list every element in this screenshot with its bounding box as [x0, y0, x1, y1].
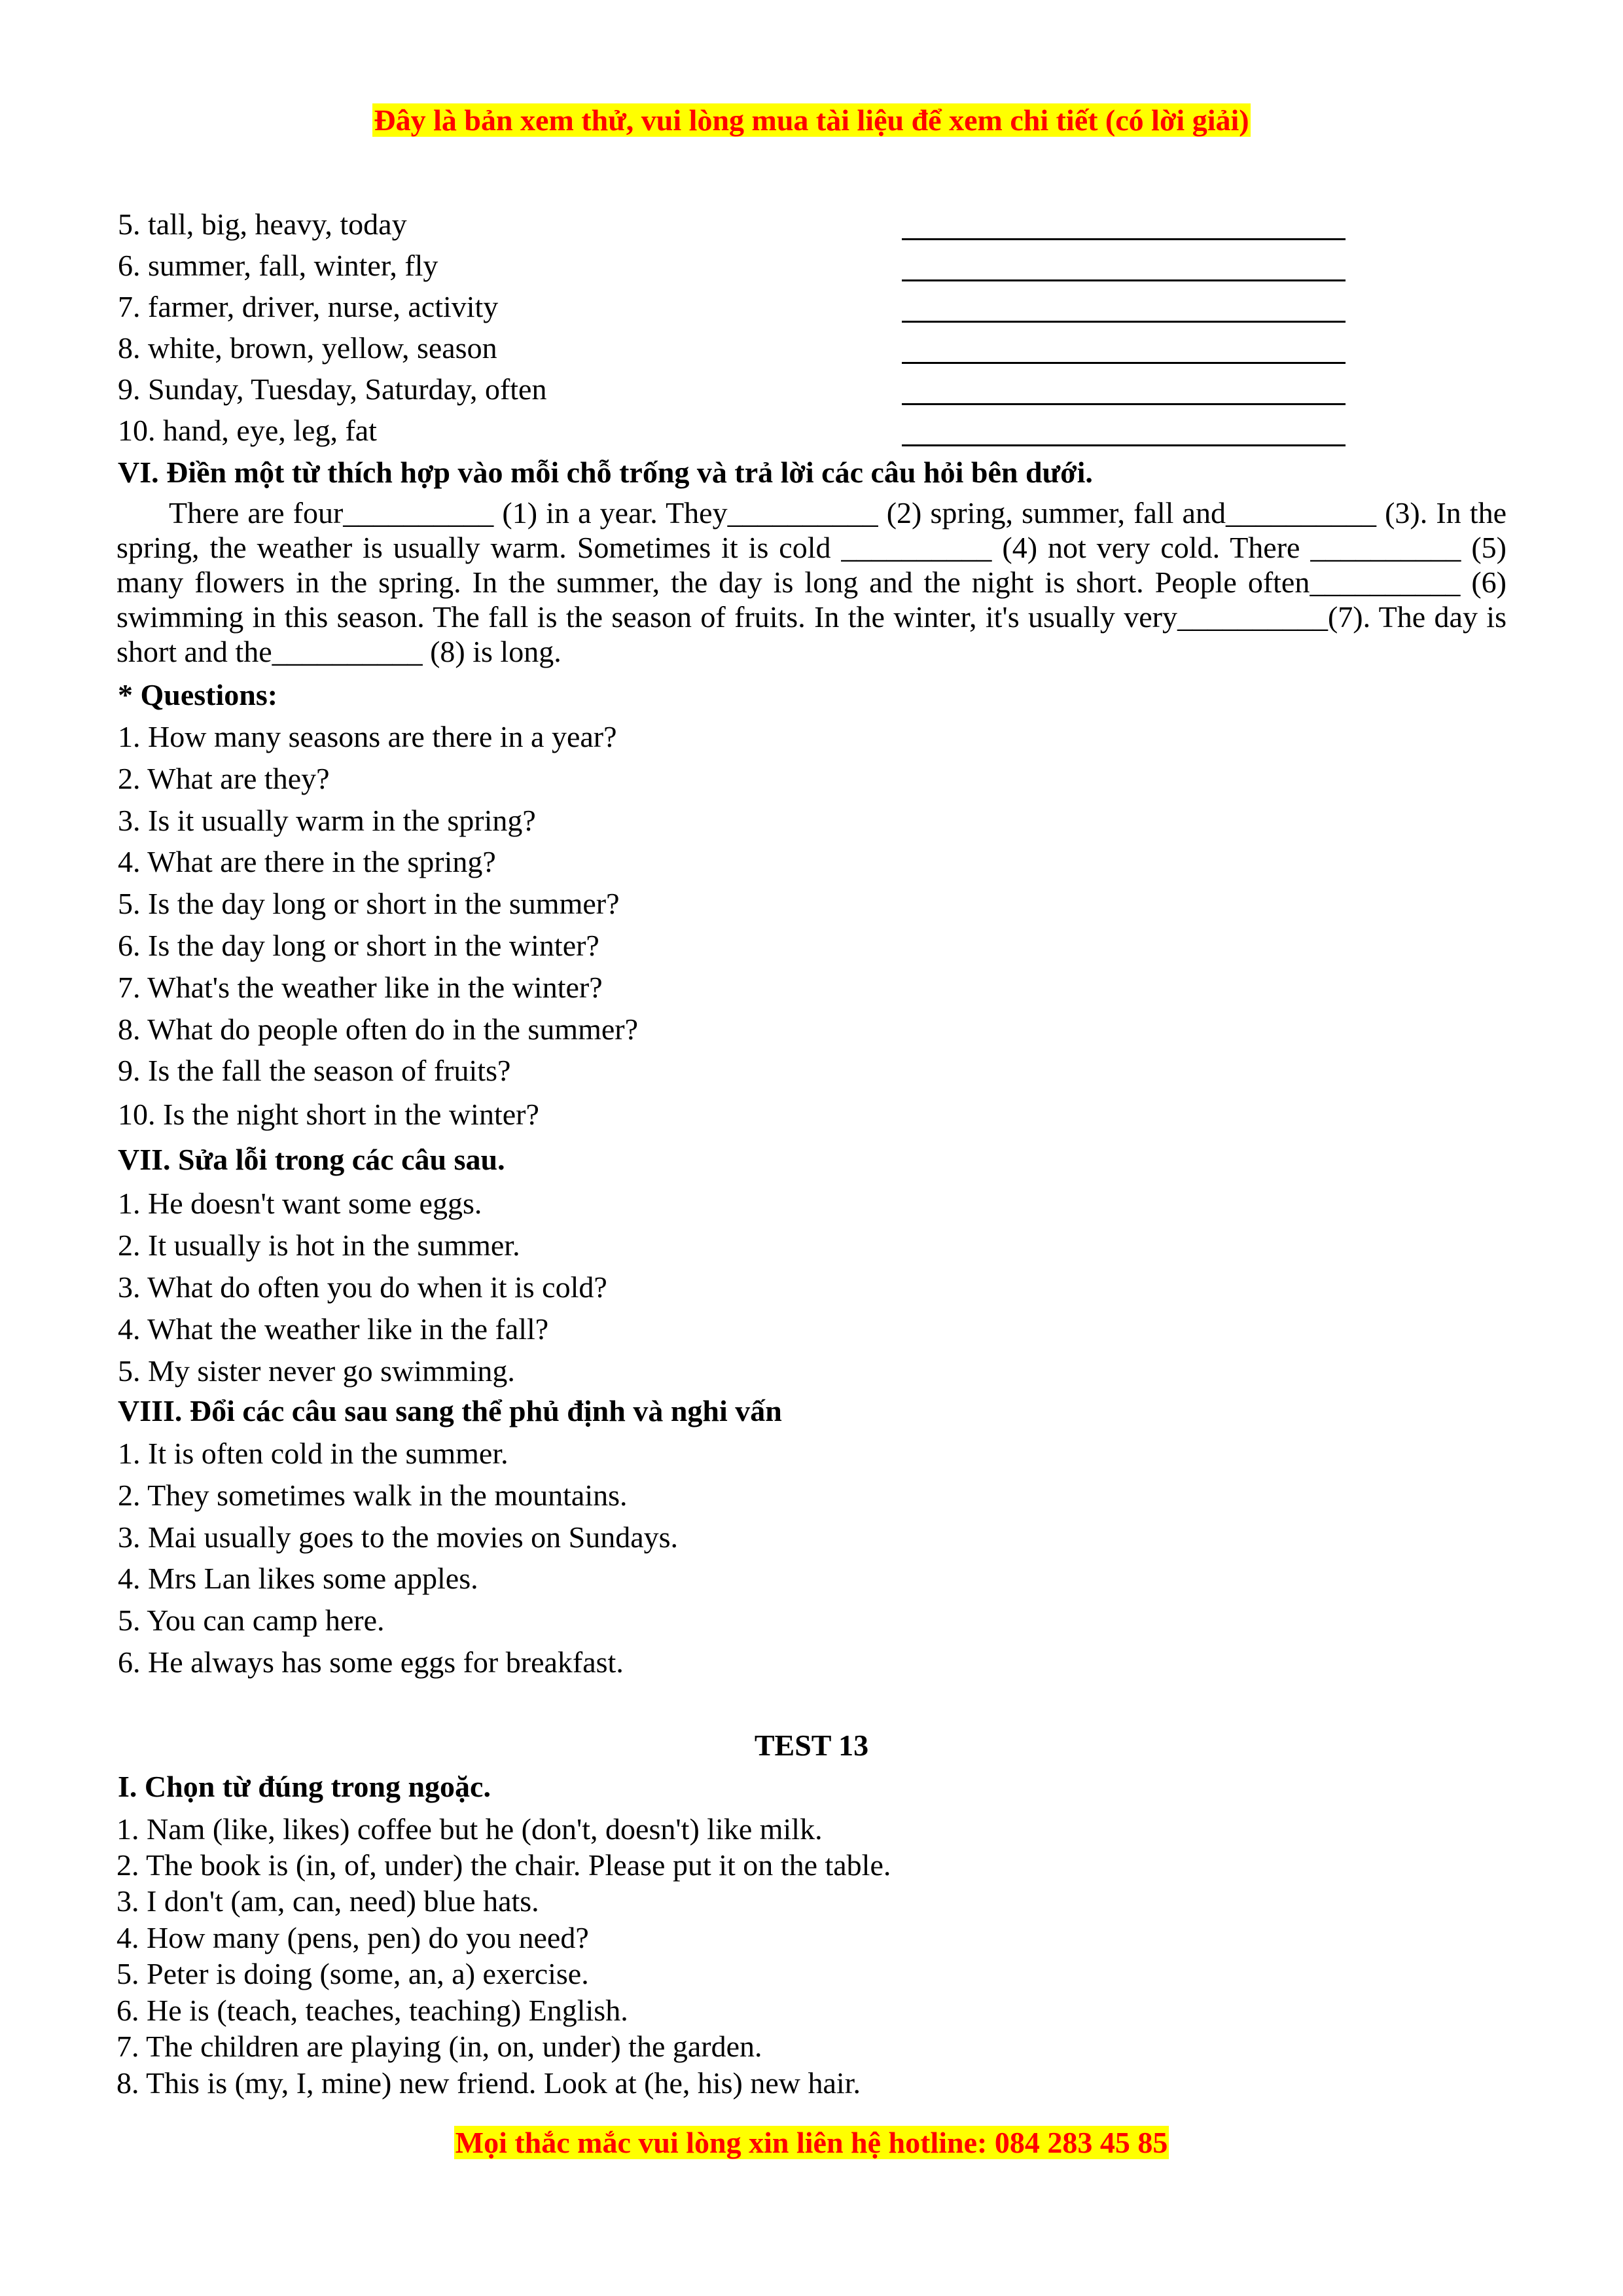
transform-sentence: 6. He always has some eggs for breakfast. [118, 1645, 624, 1679]
transform-sentence: 3. Mai usually goes to the movies on Sundays. [118, 1520, 679, 1554]
error-sentence: 2. It usually is hot in the summer. [118, 1229, 520, 1262]
section-heading: VIII. Đổi các câu sau sang thể phủ định và nghi vấn [118, 1394, 782, 1427]
error-sentence: 5. My sister never go swimming. [118, 1354, 515, 1388]
preview-notice-banner: Đây là bản xem thử, vui lòng mua tài liệu để xem chi tiết (có lời giải) [374, 103, 1249, 137]
odd-one-out-item: 9. Sunday, Tuesday, Saturday, often [118, 372, 547, 406]
section-heading: I. Chọn từ đúng trong ngoặc. [118, 1770, 491, 1803]
question-item: 9. Is the fall the season of fruits? [118, 1054, 511, 1087]
choice-item: 6. He is (teach, teaches, teaching) English. [116, 1994, 628, 2027]
error-sentence: 3. What do often you do when it is cold? [118, 1270, 607, 1304]
question-item: 10. Is the night short in the winter? [118, 1098, 539, 1131]
odd-one-out-item: 7. farmer, driver, nurse, activity [118, 290, 499, 323]
odd-one-out-item: 6. summer, fall, winter, fly [118, 249, 438, 282]
odd-one-out-item: 8. white, brown, yellow, season [118, 331, 497, 365]
question-item: 4. What are there in the spring? [118, 845, 496, 878]
answer-blank[interactable] [902, 321, 1346, 323]
transform-sentence: 5. You can camp here. [118, 1604, 385, 1637]
cloze-passage-text: There are four__________ (1) in a year. They__________ (2) spring, summer, fall and__________ (3). In the spring, the weather is usually warm. Sometimes it is cold __________ (4) not very cold. There __________ (5) many flowers in the spring. In the summer, the day is long and the night is short. People often__________ (6) swimming in this season. The fall is the season of fruits. In the winter, it's usually very__________(7). The day is short and the__________ (8) is long. [116, 496, 1507, 668]
question-item: 7. What's the weather like in the winter? [118, 971, 603, 1004]
answer-blank[interactable] [902, 403, 1346, 405]
choice-item: 8. This is (my, I, mine) new friend. Look at (he, his) new hair. [116, 2066, 861, 2100]
transform-sentence: 4. Mrs Lan likes some apples. [118, 1562, 478, 1595]
error-sentence: 4. What the weather like in the fall? [118, 1312, 549, 1346]
choice-item: 2. The book is (in, of, under) the chair. Please put it on the table. [116, 1848, 891, 1882]
question-item: 1. How many seasons are there in a year? [118, 720, 617, 753]
transform-sentence: 2. They sometimes walk in the mountains. [118, 1479, 628, 1512]
answer-blank[interactable] [902, 362, 1346, 364]
question-item: 5. Is the day long or short in the summer? [118, 887, 620, 920]
answer-blank[interactable] [902, 279, 1346, 281]
choice-item: 7. The children are playing (in, on, under) the garden. [116, 2030, 762, 2063]
question-item: 8. What do people often do in the summer? [118, 1013, 639, 1046]
answer-blank[interactable] [902, 238, 1346, 240]
odd-one-out-item: 10. hand, eye, leg, fat [118, 414, 377, 447]
section-heading: VI. Điền một từ thích hợp vào mỗi chỗ trống và trả lời các câu hỏi bên dưới. [118, 456, 1093, 489]
test-title: TEST 13 [754, 1729, 869, 1762]
question-item: 6. Is the day long or short in the winter? [118, 929, 599, 962]
odd-one-out-item: 5. tall, big, heavy, today [118, 207, 407, 241]
error-sentence: 1. He doesn't want some eggs. [118, 1187, 482, 1220]
questions-heading: * Questions: [118, 678, 278, 711]
transform-sentence: 1. It is often cold in the summer. [118, 1437, 508, 1470]
section-heading: VII. Sửa lỗi trong các câu sau. [118, 1143, 505, 1176]
answer-blank[interactable] [902, 444, 1346, 446]
choice-item: 5. Peter is doing (some, an, a) exercise. [116, 1957, 589, 1990]
choice-item: 3. I don't (am, can, need) blue hats. [116, 1884, 539, 1918]
question-item: 3. Is it usually warm in the spring? [118, 804, 536, 837]
question-item: 2. What are they? [118, 762, 330, 795]
cloze-passage [116, 495, 1507, 669]
hotline-banner: Mọi thắc mắc vui lòng xin liên hệ hotline: 084 283 45 85 [455, 2126, 1168, 2159]
choice-item: 4. How many (pens, pen) do you need? [116, 1921, 589, 1954]
choice-item: 1. Nam (like, likes) coffee but he (don't, doesn't) like milk. [116, 1812, 823, 1846]
